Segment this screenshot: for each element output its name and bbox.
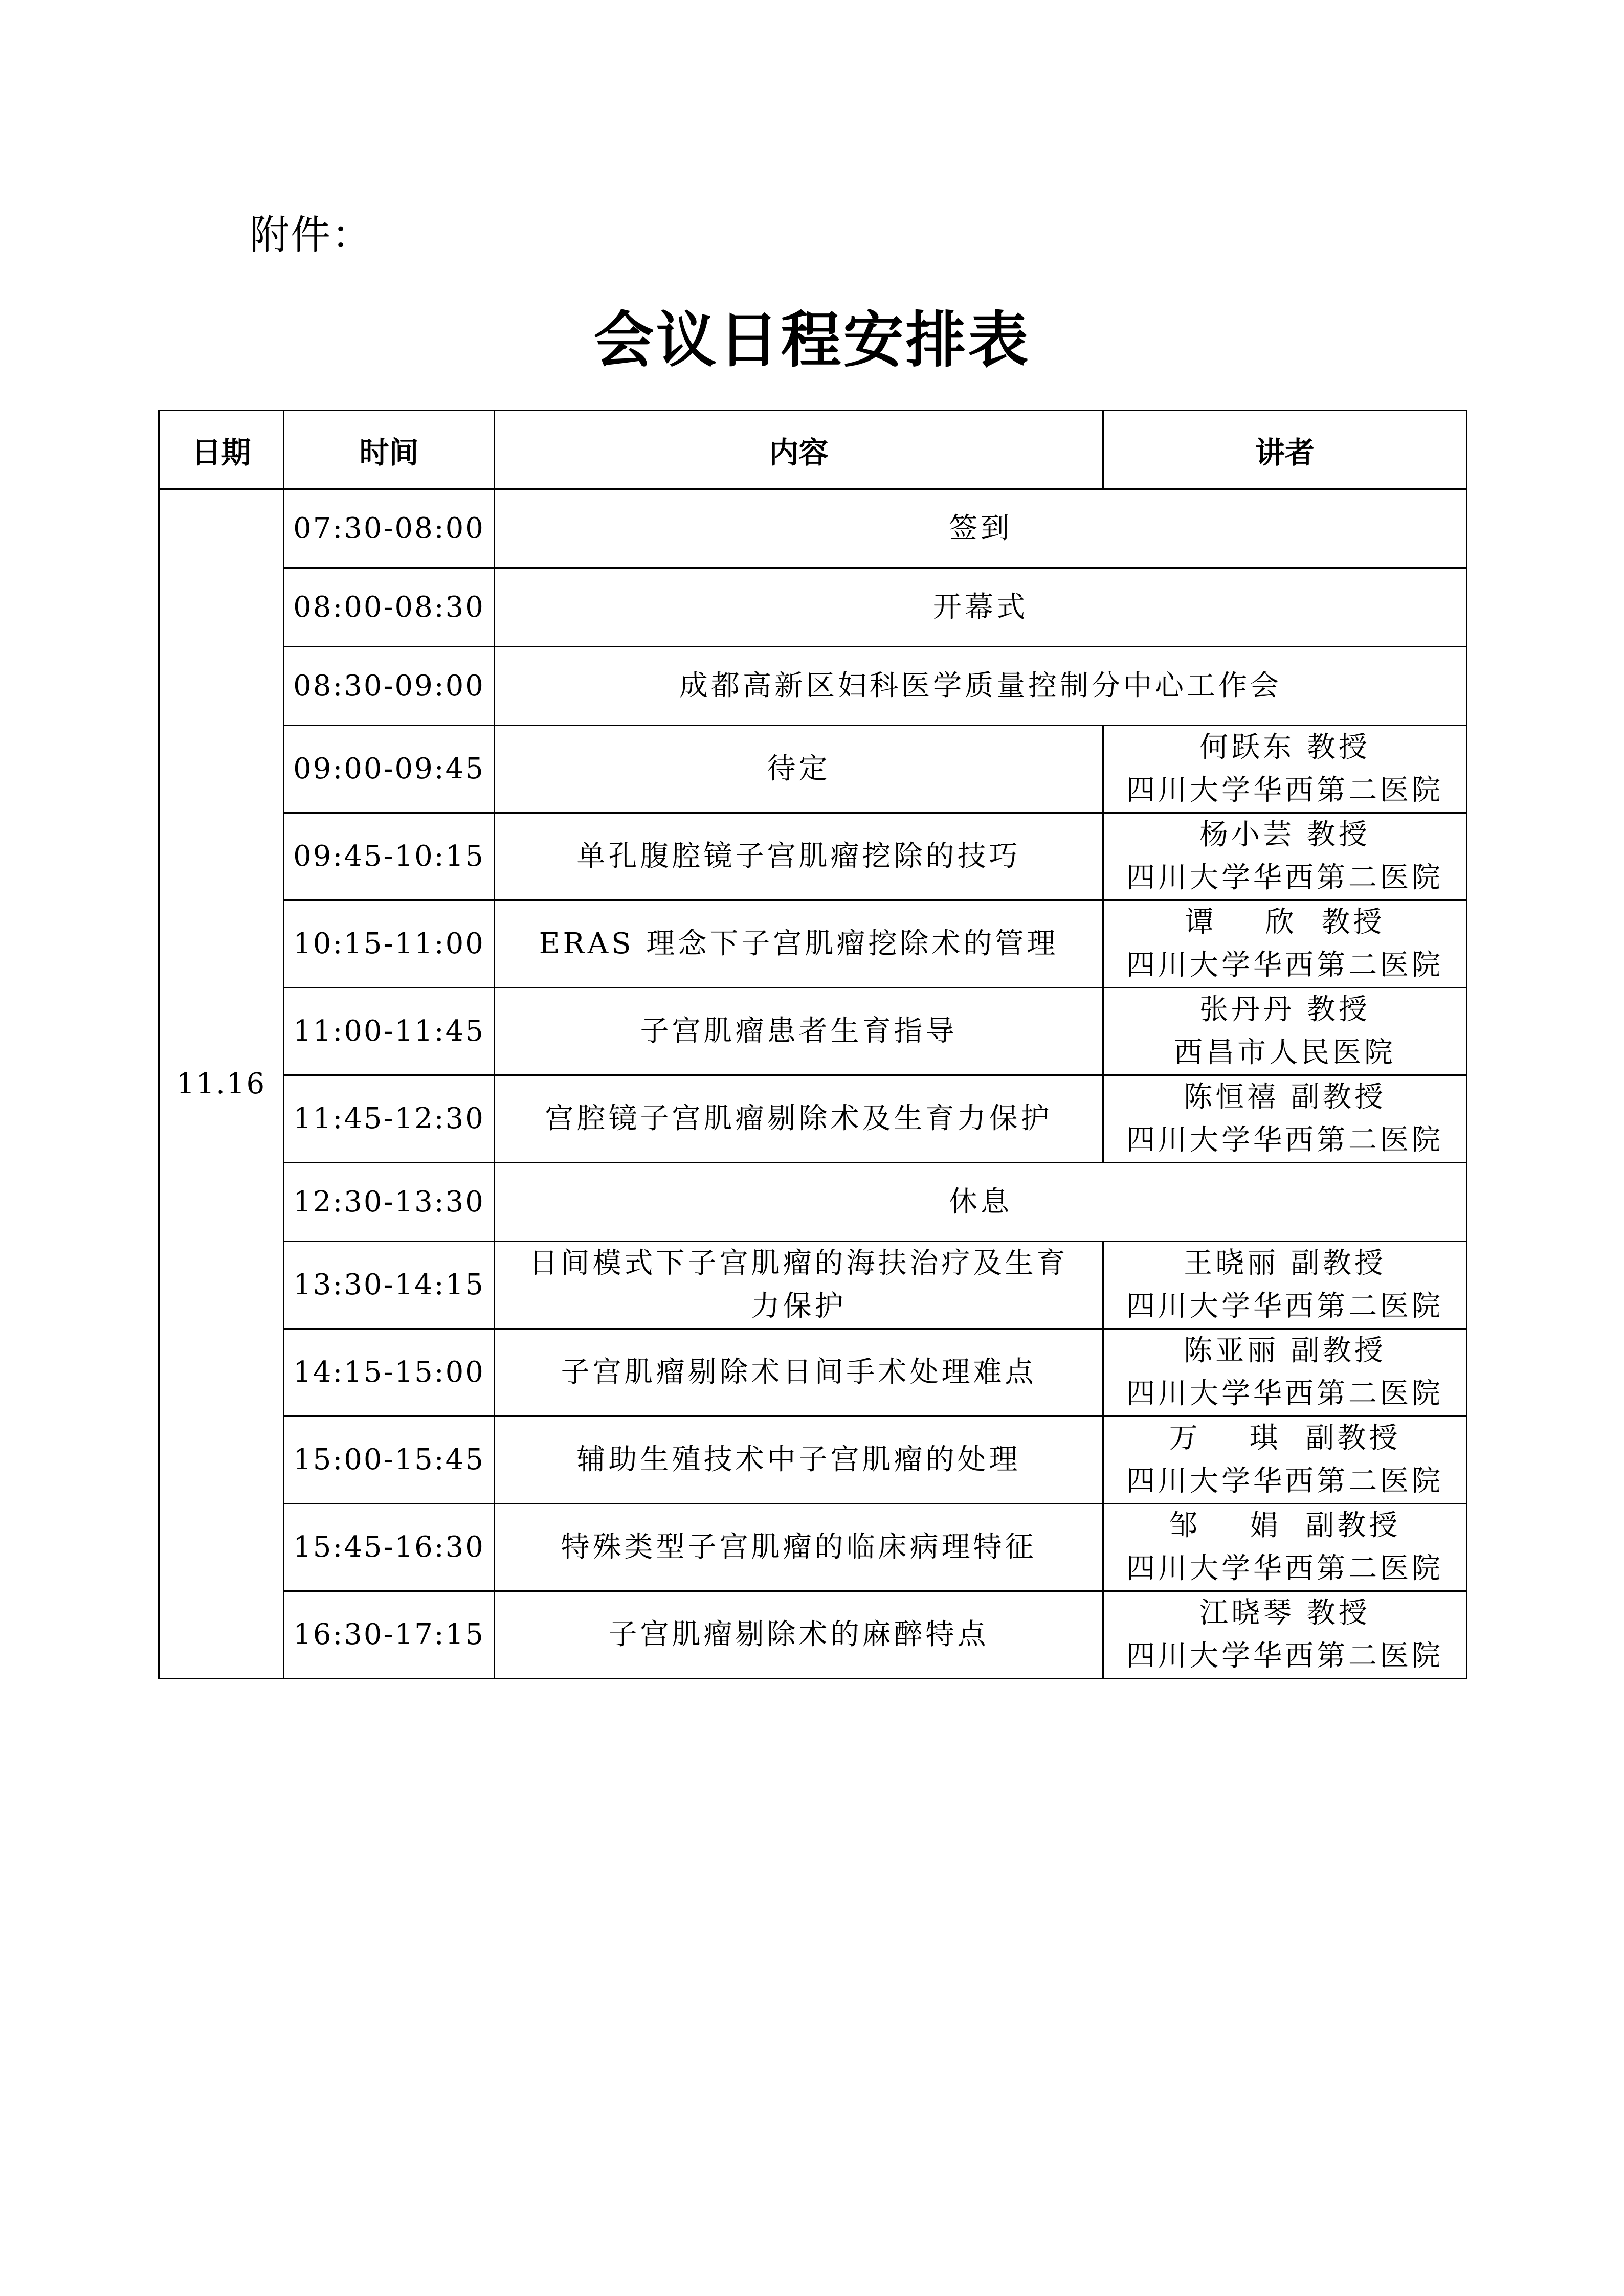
speaker-org: 四川大学华西第二医院 (1126, 1290, 1443, 1323)
time-cell: 12:30-13:30 (284, 1163, 495, 1242)
content-cell: 单孔腹腔镜子宫肌瘤挖除的技巧 (495, 813, 1103, 901)
speaker-name: 陈恒禧 副教授 (1184, 1081, 1386, 1114)
time-cell: 09:00-09:45 (284, 726, 495, 813)
time-cell: 08:30-09:00 (284, 647, 495, 726)
time-cell: 16:30-17:15 (284, 1591, 495, 1679)
content-cell: ERAS 理念下子宫肌瘤挖除术的管理 (495, 901, 1103, 988)
speaker-org: 四川大学华西第二医院 (1126, 861, 1443, 894)
table-row (159, 1504, 1467, 1591)
content-cell: 开幕式 (495, 568, 1467, 647)
time-cell: 15:00-15:45 (284, 1416, 495, 1504)
content-cell: 子宫肌瘤剔除术的麻醉特点 (495, 1591, 1103, 1679)
time-cell: 15:45-16:30 (284, 1504, 495, 1591)
table-row (159, 1075, 1467, 1163)
speaker-cell (1103, 901, 1467, 988)
date-cell: 11.16 (159, 489, 284, 1679)
time-cell: 09:45-10:15 (284, 813, 495, 901)
speaker-name: 王晓丽 副教授 (1184, 1247, 1386, 1280)
speaker-name: 万 琪 副教授 (1169, 1422, 1401, 1455)
table-row (159, 988, 1467, 1075)
table-row (159, 901, 1467, 988)
table-row (159, 1416, 1467, 1504)
table-row (159, 813, 1467, 901)
time-cell: 11:00-11:45 (284, 988, 495, 1075)
speaker-cell (1103, 988, 1467, 1075)
content-cell: 子宫肌瘤患者生育指导 (495, 988, 1103, 1075)
table-row (159, 1329, 1467, 1416)
speaker-cell (1103, 813, 1467, 901)
time-cell: 11:45-12:30 (284, 1075, 495, 1163)
speaker-name: 何跃东 教授 (1199, 731, 1370, 764)
content-cell: 宫腔镜子宫肌瘤剔除术及生育力保护 (495, 1075, 1103, 1163)
speaker-name: 邹 娟 副教授 (1169, 1509, 1401, 1542)
content-cell: 待定 (495, 726, 1103, 813)
speaker-name: 杨小芸 教授 (1199, 818, 1370, 851)
table-header-row (159, 411, 1467, 489)
speaker-cell (1103, 726, 1467, 813)
content-cell: 日间模式下子宫肌瘤的海扶治疗及生育力保护 (495, 1242, 1103, 1329)
speaker-cell (1103, 1329, 1467, 1416)
content-cell: 休息 (495, 1163, 1467, 1242)
speaker-org: 四川大学华西第二医院 (1126, 1377, 1443, 1410)
header-speaker: 讲者 (1103, 411, 1467, 489)
table-row (159, 568, 1467, 647)
time-cell: 14:15-15:00 (284, 1329, 495, 1416)
time-cell: 10:15-11:00 (284, 901, 495, 988)
speaker-cell (1103, 1242, 1467, 1329)
content-cell: 签到 (495, 489, 1467, 568)
speaker-name: 陈亚丽 副教授 (1184, 1334, 1386, 1367)
speaker-org: 四川大学华西第二医院 (1126, 774, 1443, 807)
speaker-org: 四川大学华西第二医院 (1126, 1465, 1443, 1498)
header-content: 内容 (495, 411, 1103, 489)
speaker-cell (1103, 1075, 1467, 1163)
speaker-cell (1103, 1591, 1467, 1679)
speaker-name: 张丹丹 教授 (1199, 993, 1370, 1026)
speaker-org: 四川大学华西第二医院 (1126, 1552, 1443, 1585)
speaker-org: 西昌市人民医院 (1174, 1036, 1396, 1069)
attachment-label: 附件： (250, 212, 373, 258)
speaker-name: 谭 欣 教授 (1185, 906, 1385, 939)
header-time: 时间 (284, 411, 495, 489)
speaker-org: 四川大学华西第二医院 (1126, 949, 1443, 982)
time-cell: 07:30-08:00 (284, 489, 495, 568)
table-row (159, 1591, 1467, 1679)
table-row (159, 1163, 1467, 1242)
table-row (159, 647, 1467, 726)
time-cell: 08:00-08:30 (284, 568, 495, 647)
table-row (159, 489, 1467, 568)
table-row (159, 1242, 1467, 1329)
speaker-org: 四川大学华西第二医院 (1126, 1123, 1443, 1157)
time-cell: 13:30-14:15 (284, 1242, 495, 1329)
page-title: 会议日程安排表 (593, 305, 1031, 375)
speaker-org: 四川大学华西第二医院 (1126, 1639, 1443, 1673)
header-date: 日期 (159, 411, 284, 489)
content-cell: 成都高新区妇科医学质量控制分中心工作会 (495, 647, 1467, 726)
speaker-cell (1103, 1504, 1467, 1591)
content-cell: 子宫肌瘤剔除术日间手术处理难点 (495, 1329, 1103, 1416)
content-cell: 特殊类型子宫肌瘤的临床病理特征 (495, 1504, 1103, 1591)
table-row (159, 726, 1467, 813)
content-cell: 辅助生殖技术中子宫肌瘤的处理 (495, 1416, 1103, 1504)
schedule-table (158, 410, 1467, 1679)
speaker-name: 江晓琴 教授 (1199, 1596, 1370, 1630)
speaker-cell (1103, 1416, 1467, 1504)
